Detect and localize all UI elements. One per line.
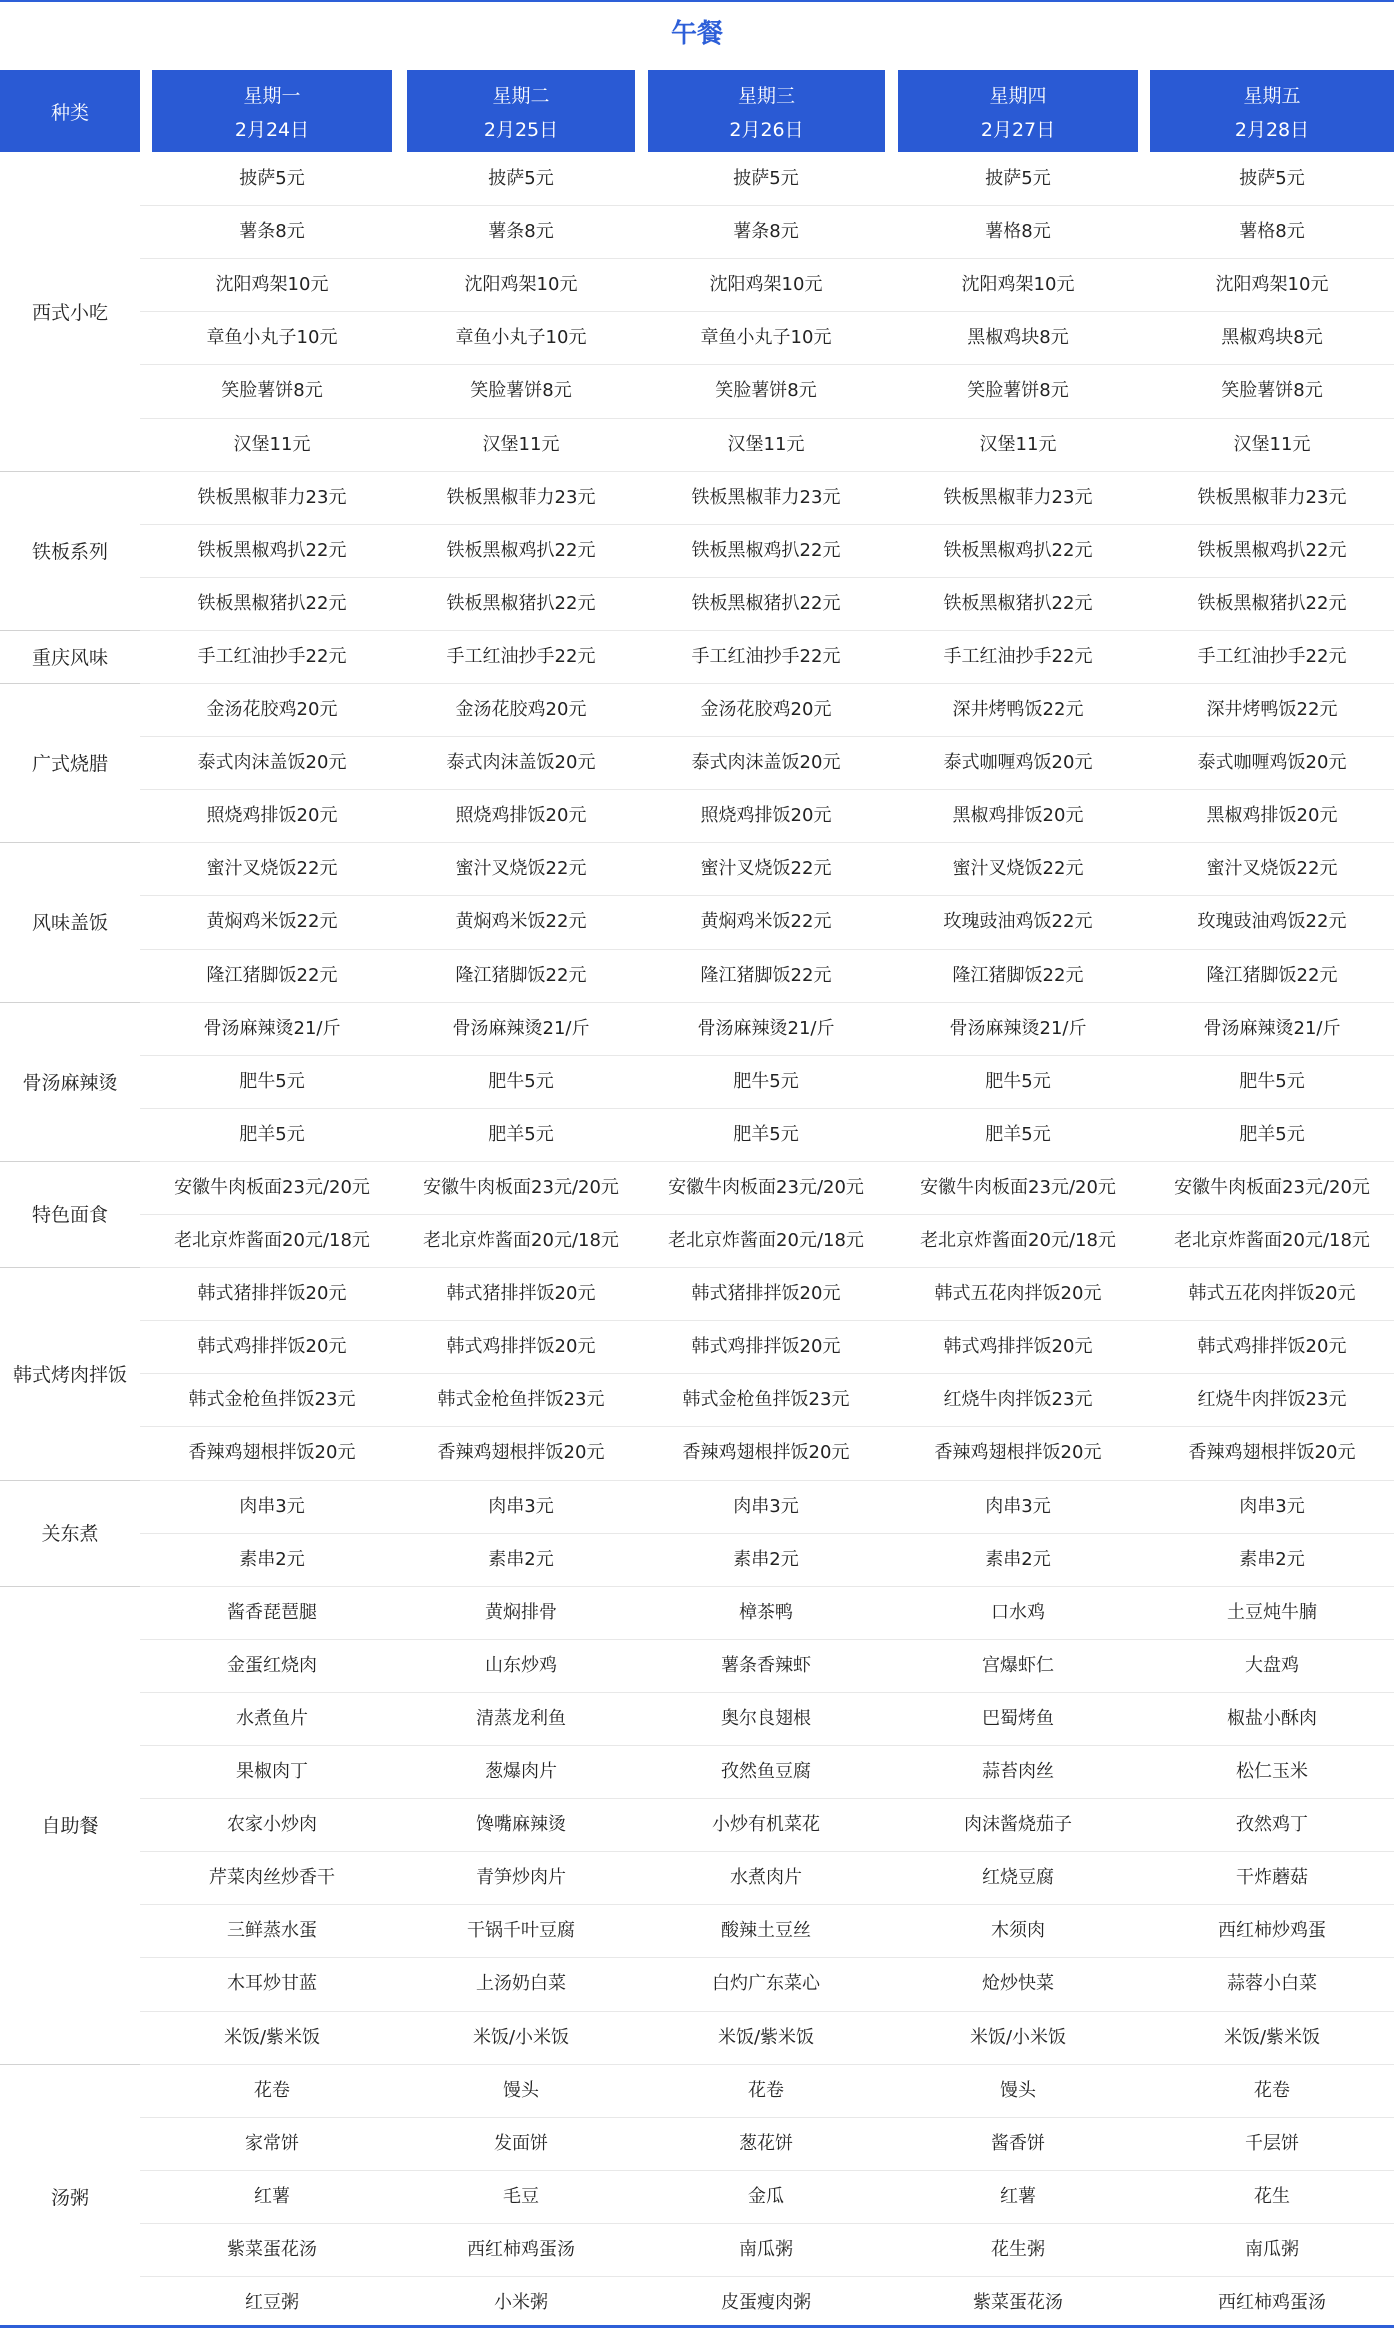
menu-item-cell: 铁板黑椒猪扒22元 — [197, 592, 347, 614]
menu-item-cell: 肉串3元 — [239, 1495, 305, 1517]
category-label: 广式烧腊 — [31, 753, 108, 776]
menu-item-cell: 沈阳鸡架10元 — [961, 274, 1075, 296]
menu-item-cell: 松仁玉米 — [1236, 1761, 1308, 1782]
menu-item-cell: 韩式鸡排拌饭20元 — [197, 1336, 347, 1358]
menu-item-cell: 酱香琵琶腿 — [227, 1601, 317, 1623]
menu-item-cell: 手工红油抄手22元 — [197, 645, 347, 667]
menu-item-cell: 毛豆 — [503, 2185, 539, 2207]
menu-item-cell: 铁板黑椒鸡扒22元 — [943, 539, 1093, 561]
menu-item-cell: 沈阳鸡架10元 — [709, 274, 823, 296]
menu-item-cell: 安徽牛肉板面23元/20元 — [1174, 1176, 1370, 1198]
day-weekday: 星期五 — [1243, 84, 1301, 107]
menu-item-cell: 花卷 — [748, 2079, 784, 2101]
menu-item-cell: 黑椒鸡排饭20元 — [952, 805, 1084, 827]
menu-item-cell: 木须肉 — [991, 1920, 1045, 1942]
menu-item-cell: 馒头 — [503, 2079, 539, 2101]
menu-item-cell: 椒盐小酥肉 — [1227, 1707, 1317, 1729]
category-label: 关东煮 — [41, 1523, 99, 1546]
menu-item-cell: 汉堡11元 — [979, 433, 1057, 455]
menu-item-cell: 蒜苔肉丝 — [982, 1761, 1054, 1782]
day-weekday: 星期四 — [989, 84, 1047, 107]
menu-item-cell: 深井烤鸭饭22元 — [952, 699, 1084, 720]
menu-item-cell: 肉串3元 — [733, 1495, 799, 1517]
menu-item-cell: 老北京炸酱面20元/18元 — [423, 1230, 619, 1251]
menu-item-cell: 黑椒鸡排饭20元 — [1206, 805, 1338, 827]
menu-item-cell: 红烧豆腐 — [982, 1867, 1054, 1889]
menu-item-cell: 肉串3元 — [1239, 1495, 1305, 1517]
menu-item-cell: 笑脸薯饼8元 — [470, 380, 572, 402]
menu-item-cell: 玫瑰豉油鸡饭22元 — [1197, 911, 1347, 933]
day-header-thu — [898, 70, 1138, 152]
menu-item-cell: 肥羊5元 — [1239, 1123, 1305, 1145]
menu-item-cell: 韩式五花肉拌饭20元 — [934, 1283, 1102, 1305]
menu-item-cell: 铁板黑椒猪扒22元 — [1197, 592, 1347, 614]
menu-item-cell: 隆江猪脚饭22元 — [952, 964, 1084, 986]
menu-item-cell: 肥羊5元 — [733, 1123, 799, 1145]
menu-item-cell: 铁板黑椒猪扒22元 — [691, 592, 841, 614]
menu-item-cell: 隆江猪脚饭22元 — [206, 964, 338, 986]
menu-item-cell: 韩式猪排拌饭20元 — [446, 1283, 596, 1305]
menu-item-cell: 披萨5元 — [733, 168, 799, 189]
menu-item-cell: 南瓜粥 — [739, 2238, 793, 2260]
menu-item-cell: 黑椒鸡块8元 — [967, 327, 1069, 349]
menu-item-cell: 肉沫酱烧茄子 — [964, 1814, 1072, 1836]
menu-item-cell: 隆江猪脚饭22元 — [700, 964, 832, 986]
menu-item-cell: 香辣鸡翅根拌饭20元 — [1188, 1442, 1356, 1464]
day-date: 2月27日 — [980, 118, 1056, 141]
menu-item-cell: 韩式金枪鱼拌饭23元 — [682, 1389, 850, 1411]
menu-item-cell: 米饭/小米饭 — [472, 2026, 570, 2048]
menu-item-cell: 韩式五花肉拌饭20元 — [1188, 1283, 1356, 1305]
menu-item-cell: 老北京炸酱面20元/18元 — [668, 1230, 864, 1251]
menu-item-cell: 蒜蓉小白菜 — [1227, 1973, 1317, 1995]
menu-item-cell: 披萨5元 — [488, 168, 554, 189]
menu-item-cell: 韩式鸡排拌饭20元 — [943, 1336, 1093, 1358]
menu-item-cell: 铁板黑椒菲力23元 — [446, 486, 596, 508]
menu-item-cell: 金汤花胶鸡20元 — [455, 699, 587, 720]
menu-item-cell: 南瓜粥 — [1245, 2238, 1299, 2260]
menu-item-cell: 蜜汁叉烧饭22元 — [455, 858, 587, 880]
menu-item-cell: 蜜汁叉烧饭22元 — [700, 858, 832, 880]
menu-item-cell: 紫菜蛋花汤 — [973, 2292, 1063, 2313]
menu-item-cell: 西红柿鸡蛋汤 — [1218, 2292, 1326, 2313]
day-header-wed — [648, 70, 885, 152]
menu-item-cell: 薯格8元 — [985, 221, 1051, 243]
menu-item-cell: 香辣鸡翅根拌饭20元 — [934, 1442, 1102, 1464]
menu-item-cell: 金汤花胶鸡20元 — [700, 699, 832, 720]
menu-item-cell: 蜜汁叉烧饭22元 — [1206, 858, 1338, 880]
menu-item-cell: 花卷 — [1254, 2079, 1290, 2101]
menu-item-cell: 肥牛5元 — [488, 1070, 554, 1092]
menu-item-cell: 奥尔良翅根 — [721, 1707, 811, 1729]
menu-item-cell: 素串2元 — [488, 1548, 554, 1570]
menu-item-cell: 照烧鸡排饭20元 — [455, 805, 587, 827]
menu-item-cell: 铁板黑椒菲力23元 — [691, 486, 841, 508]
menu-item-cell: 韩式鸡排拌饭20元 — [1197, 1336, 1347, 1358]
day-date: 2月25日 — [483, 118, 559, 141]
menu-item-cell: 三鲜蒸水蛋 — [227, 1920, 317, 1942]
menu-item-cell: 葱花饼 — [739, 2132, 793, 2154]
menu-item-cell: 泰式肉沫盖饭20元 — [197, 752, 347, 774]
day-weekday: 星期三 — [737, 84, 795, 107]
menu-item-cell: 蜜汁叉烧饭22元 — [952, 858, 1084, 880]
menu-item-cell: 骨汤麻辣烫21/斤 — [949, 1017, 1087, 1039]
menu-item-cell: 素串2元 — [985, 1548, 1051, 1570]
menu-item-cell: 韩式金枪鱼拌饭23元 — [188, 1389, 356, 1411]
menu-item-cell: 馒头 — [1000, 2079, 1036, 2101]
menu-item-cell: 金瓜 — [748, 2185, 784, 2207]
menu-item-cell: 肥牛5元 — [733, 1070, 799, 1092]
menu-item-cell: 老北京炸酱面20元/18元 — [920, 1230, 1116, 1251]
category-label: 铁板系列 — [31, 540, 108, 563]
menu-item-cell: 花卷 — [254, 2079, 290, 2101]
menu-item-cell: 铁板黑椒鸡扒22元 — [1197, 539, 1347, 561]
menu-item-cell: 沈阳鸡架10元 — [1215, 274, 1329, 296]
day-header-fri — [1150, 70, 1394, 152]
menu-item-cell: 汉堡11元 — [233, 433, 311, 455]
menu-item-cell: 香辣鸡翅根拌饭20元 — [437, 1442, 605, 1464]
menu-item-cell: 章鱼小丸子10元 — [206, 327, 338, 349]
menu-item-cell: 韩式鸡排拌饭20元 — [446, 1336, 596, 1358]
menu-item-cell: 家常饼 — [245, 2132, 299, 2154]
menu-item-cell: 巴蜀烤鱼 — [982, 1707, 1054, 1729]
menu-item-cell: 肥羊5元 — [985, 1123, 1051, 1145]
menu-item-cell: 芹菜肉丝炒香干 — [209, 1867, 335, 1889]
top-rule — [0, 0, 1394, 2]
menu-item-cell: 肥牛5元 — [1239, 1070, 1305, 1092]
menu-item-cell: 深井烤鸭饭22元 — [1206, 699, 1338, 720]
menu-item-cell: 紫菜蛋花汤 — [227, 2238, 317, 2260]
day-date: 2月26日 — [729, 118, 804, 141]
day-date: 2月24日 — [234, 118, 310, 141]
menu-item-cell: 上汤奶白菜 — [476, 1973, 566, 1995]
menu-item-cell: 水煮鱼片 — [236, 1707, 308, 1729]
menu-item-cell: 樟茶鸭 — [739, 1601, 793, 1623]
menu-item-cell: 薯格8元 — [1239, 221, 1305, 243]
menu-item-cell: 泰式肉沫盖饭20元 — [691, 752, 841, 774]
menu-item-cell: 馋嘴麻辣烫 — [476, 1814, 566, 1836]
menu-item-cell: 黄焖鸡米饭22元 — [206, 911, 338, 933]
menu-item-cell: 披萨5元 — [1239, 168, 1305, 189]
menu-item-cell: 干锅千叶豆腐 — [467, 1920, 575, 1942]
menu-item-cell: 韩式猪排拌饭20元 — [197, 1283, 347, 1305]
menu-item-cell: 薯条8元 — [239, 221, 305, 243]
menu-item-cell: 隆江猪脚饭22元 — [1206, 964, 1338, 986]
menu-item-cell: 红烧牛肉拌饭23元 — [1197, 1389, 1347, 1411]
menu-item-cell: 笑脸薯饼8元 — [967, 380, 1069, 402]
menu-item-cell: 安徽牛肉板面23元/20元 — [423, 1176, 619, 1198]
page-title: 午餐 — [670, 19, 723, 49]
menu-item-cell: 韩式鸡排拌饭20元 — [691, 1336, 841, 1358]
menu-item-cell: 金汤花胶鸡20元 — [206, 699, 338, 720]
menu-item-cell: 披萨5元 — [239, 168, 305, 189]
day-weekday: 星期一 — [243, 84, 301, 107]
day-header-tue — [407, 70, 635, 152]
menu-item-cell: 红豆粥 — [245, 2292, 299, 2313]
menu-item-cell: 汉堡11元 — [727, 433, 805, 455]
menu-item-cell: 宫爆虾仁 — [982, 1654, 1054, 1676]
day-weekday: 星期二 — [492, 84, 550, 107]
menu-item-cell: 薯条8元 — [488, 221, 554, 243]
menu-item-cell: 沈阳鸡架10元 — [215, 274, 329, 296]
menu-item-cell: 皮蛋瘦肉粥 — [721, 2292, 811, 2313]
menu-item-cell: 红薯 — [1000, 2185, 1036, 2207]
menu-item-cell: 水煮肉片 — [730, 1867, 802, 1889]
menu-item-cell: 铁板黑椒菲力23元 — [197, 486, 347, 508]
category-header-label: 种类 — [50, 101, 89, 124]
menu-item-cell: 蜜汁叉烧饭22元 — [206, 858, 338, 880]
menu-item-cell: 炝炒快菜 — [982, 1973, 1054, 1995]
menu-item-cell: 清蒸龙利鱼 — [476, 1707, 566, 1729]
menu-item-cell: 手工红油抄手22元 — [943, 645, 1093, 667]
category-label: 西式小吃 — [31, 301, 108, 324]
menu-item-cell: 肥羊5元 — [488, 1123, 554, 1145]
menu-item-cell: 铁板黑椒菲力23元 — [1197, 486, 1347, 508]
menu-item-cell: 素串2元 — [1239, 1548, 1305, 1570]
menu-item-cell: 木耳炒甘蓝 — [227, 1973, 317, 1995]
menu-item-cell: 汉堡11元 — [482, 433, 560, 455]
menu-item-cell: 安徽牛肉板面23元/20元 — [668, 1176, 864, 1198]
menu-item-cell: 小米粥 — [494, 2292, 548, 2313]
menu-item-cell: 白灼广东菜心 — [712, 1973, 820, 1995]
menu-item-cell: 黄焖排骨 — [485, 1601, 557, 1623]
menu-item-cell: 素串2元 — [733, 1548, 799, 1570]
category-label: 骨汤麻辣烫 — [22, 1071, 118, 1094]
menu-item-cell: 干炸蘑菇 — [1236, 1867, 1308, 1889]
menu-item-cell: 韩式猪排拌饭20元 — [691, 1283, 841, 1305]
menu-item-cell: 安徽牛肉板面23元/20元 — [920, 1176, 1116, 1198]
menu-item-cell: 米饭/小米饭 — [969, 2026, 1067, 2048]
category-label: 特色面食 — [31, 1204, 108, 1227]
menu-item-cell: 花生粥 — [991, 2238, 1045, 2260]
menu-item-cell: 骨汤麻辣烫21/斤 — [203, 1017, 341, 1039]
menu-item-cell: 孜然鸡丁 — [1236, 1814, 1308, 1836]
menu-item-cell: 黄焖鸡米饭22元 — [700, 911, 832, 933]
menu-item-cell: 肥牛5元 — [985, 1070, 1051, 1092]
menu-item-cell: 香辣鸡翅根拌饭20元 — [682, 1442, 850, 1464]
menu-item-cell: 肥羊5元 — [239, 1123, 305, 1145]
menu-item-cell: 笑脸薯饼8元 — [715, 380, 817, 402]
menu-item-cell: 孜然鱼豆腐 — [721, 1761, 811, 1782]
menu-item-cell: 笑脸薯饼8元 — [221, 380, 323, 402]
category-header — [0, 70, 140, 152]
menu-item-cell: 米饭/紫米饭 — [1223, 2026, 1321, 2048]
menu-item-cell: 老北京炸酱面20元/18元 — [174, 1230, 370, 1251]
menu-item-cell: 铁板黑椒鸡扒22元 — [197, 539, 347, 561]
menu-item-cell: 薯条香辣虾 — [721, 1654, 811, 1676]
menu-item-cell: 笑脸薯饼8元 — [1221, 380, 1323, 402]
menu-item-cell: 红烧牛肉拌饭23元 — [943, 1389, 1093, 1411]
menu-item-cell: 骨汤麻辣烫21/斤 — [452, 1017, 590, 1039]
menu-item-cell: 红薯 — [254, 2185, 290, 2207]
menu-item-cell: 素串2元 — [239, 1548, 305, 1570]
menu-item-cell: 薯条8元 — [733, 221, 799, 243]
menu-item-cell: 香辣鸡翅根拌饭20元 — [188, 1442, 356, 1464]
menu-item-cell: 小炒有机菜花 — [712, 1814, 820, 1836]
menu-item-cell: 照烧鸡排饭20元 — [700, 805, 832, 827]
menu-item-cell: 米饭/紫米饭 — [223, 2026, 321, 2048]
menu-item-cell: 泰式咖喱鸡饭20元 — [943, 752, 1093, 774]
menu-item-cell: 照烧鸡排饭20元 — [206, 805, 338, 827]
menu-item-cell: 西红柿鸡蛋汤 — [467, 2238, 575, 2260]
menu-item-cell: 土豆炖牛腩 — [1227, 1601, 1317, 1623]
day-date: 2月28日 — [1234, 118, 1310, 141]
menu-item-cell: 农家小炒肉 — [227, 1814, 317, 1836]
menu-item-cell: 山东炒鸡 — [485, 1654, 557, 1676]
menu-item-cell: 手工红油抄手22元 — [446, 645, 596, 667]
category-label: 自助餐 — [41, 1815, 99, 1838]
menu-item-cell: 花生 — [1254, 2185, 1290, 2207]
menu-item-cell: 骨汤麻辣烫21/斤 — [1203, 1017, 1341, 1039]
menu-item-cell: 口水鸡 — [991, 1601, 1045, 1623]
menu-item-cell: 骨汤麻辣烫21/斤 — [697, 1017, 835, 1039]
day-header-mon — [152, 70, 392, 152]
menu-item-cell: 铁板黑椒鸡扒22元 — [446, 539, 596, 561]
menu-item-cell: 铁板黑椒鸡扒22元 — [691, 539, 841, 561]
menu-item-cell: 铁板黑椒菲力23元 — [943, 486, 1093, 508]
category-label: 汤粥 — [50, 2186, 89, 2209]
menu-item-cell: 大盘鸡 — [1245, 1654, 1299, 1676]
menu-item-cell: 章鱼小丸子10元 — [455, 327, 587, 349]
menu-item-cell: 汉堡11元 — [1233, 433, 1311, 455]
menu-item-cell: 米饭/紫米饭 — [717, 2026, 815, 2048]
menu-item-cell: 章鱼小丸子10元 — [700, 327, 832, 349]
menu-item-cell: 铁板黑椒猪扒22元 — [943, 592, 1093, 614]
menu-item-cell: 千层饼 — [1245, 2132, 1299, 2154]
menu-item-cell: 泰式肉沫盖饭20元 — [446, 752, 596, 774]
menu-item-cell: 玫瑰豉油鸡饭22元 — [943, 911, 1093, 933]
menu-item-cell: 黄焖鸡米饭22元 — [455, 911, 587, 933]
menu-item-cell: 韩式金枪鱼拌饭23元 — [437, 1389, 605, 1411]
menu-item-cell: 肥牛5元 — [239, 1070, 305, 1092]
category-label: 风味盖饭 — [31, 912, 108, 935]
menu-item-cell: 肉串3元 — [985, 1495, 1051, 1517]
menu-item-cell: 泰式咖喱鸡饭20元 — [1197, 752, 1347, 774]
menu-item-cell: 酸辣土豆丝 — [721, 1920, 811, 1942]
menu-item-cell: 葱爆肉片 — [485, 1761, 557, 1782]
menu-item-cell: 金蛋红烧肉 — [227, 1654, 317, 1676]
menu-item-cell: 隆江猪脚饭22元 — [455, 964, 587, 986]
category-label: 重庆风味 — [31, 646, 108, 669]
menu-item-cell: 果椒肉丁 — [236, 1761, 308, 1782]
menu-item-cell: 沈阳鸡架10元 — [464, 274, 578, 296]
menu-item-cell: 黑椒鸡块8元 — [1221, 327, 1323, 349]
menu-item-cell: 手工红油抄手22元 — [691, 645, 841, 667]
category-label: 韩式烤肉拌饭 — [12, 1363, 127, 1386]
menu-item-cell: 安徽牛肉板面23元/20元 — [174, 1176, 370, 1198]
menu-item-cell: 青笋炒肉片 — [476, 1867, 566, 1889]
menu-item-cell: 铁板黑椒猪扒22元 — [446, 592, 596, 614]
menu-item-cell: 西红柿炒鸡蛋 — [1218, 1920, 1326, 1942]
menu-item-cell: 披萨5元 — [985, 168, 1051, 189]
menu-item-cell: 肉串3元 — [488, 1495, 554, 1517]
menu-item-cell: 酱香饼 — [991, 2132, 1045, 2154]
menu-item-cell: 手工红油抄手22元 — [1197, 645, 1347, 667]
menu-item-cell: 发面饼 — [494, 2132, 548, 2154]
menu-item-cell: 老北京炸酱面20元/18元 — [1174, 1230, 1370, 1251]
